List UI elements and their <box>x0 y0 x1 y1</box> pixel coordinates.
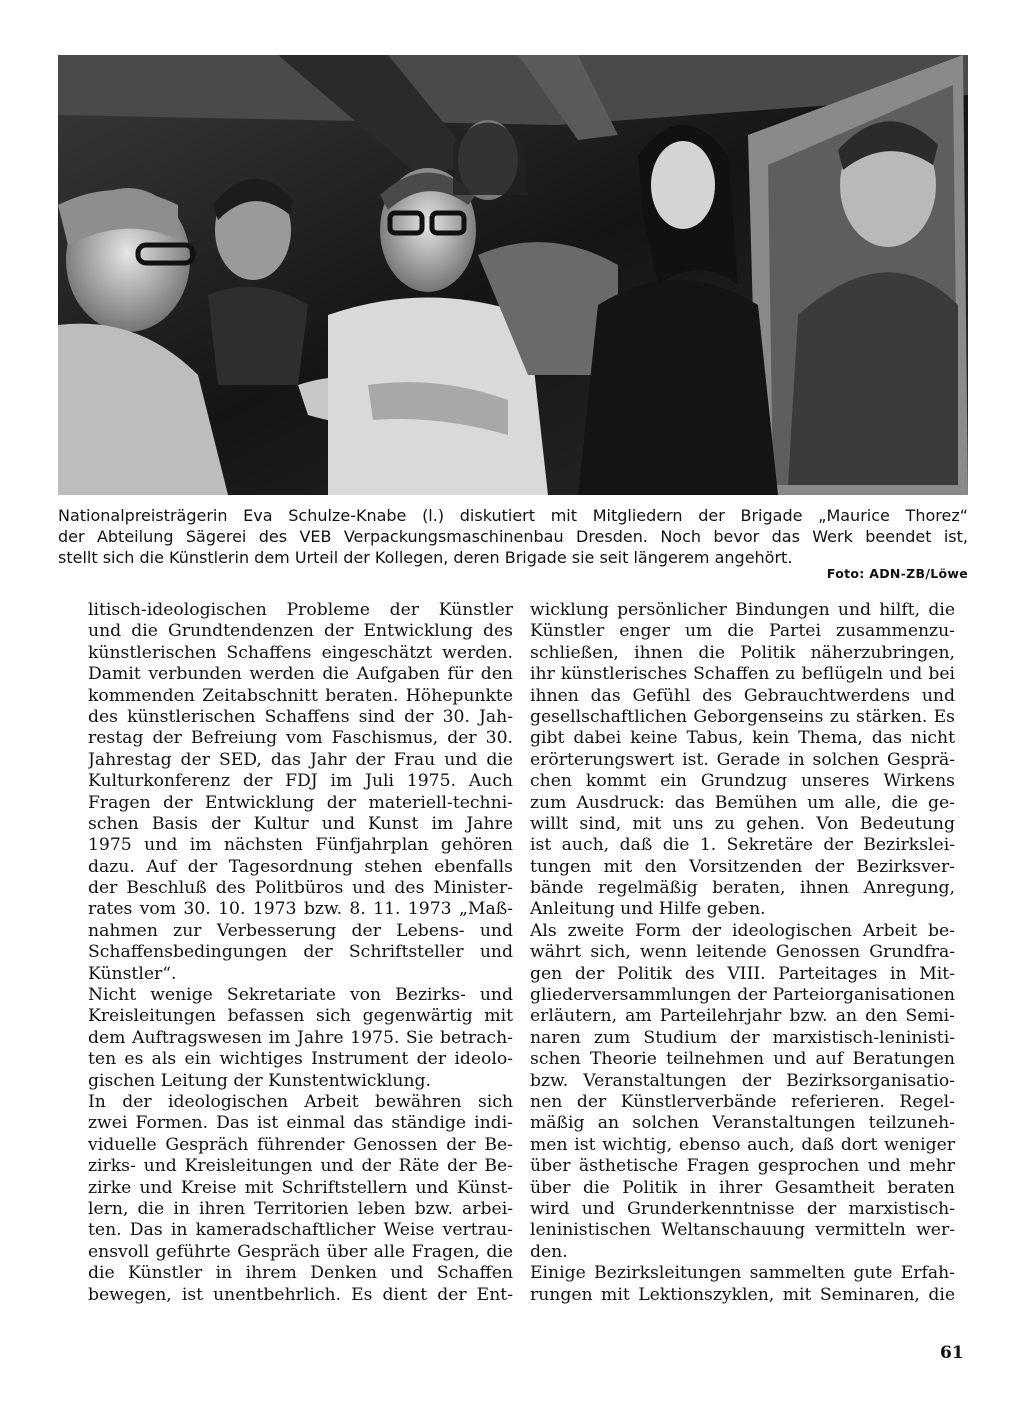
text-line: lern, die in ihren Territorien leben bzw. arbei- <box>88 1198 513 1219</box>
text-line: währt sich, wenn leitende Genossen Grundfra- <box>530 942 955 963</box>
text-line: Als zweite Form der ideologischen Arbeit be- <box>530 920 955 941</box>
text-line: men ist wichtig, ebenso auch, daß dort weniger <box>530 1134 955 1155</box>
text-line: künstlerischen Schaffens eingeschätzt werden. <box>88 642 513 663</box>
text-line: mäßig an solchen Veranstaltungen teilzuneh- <box>530 1113 955 1134</box>
text-line: ihr künstlerisches Schaffen zu beflügeln und bei <box>530 664 955 685</box>
photo-caption <box>58 505 968 568</box>
text-line: gibt dabei keine Tabus, kein Thema, das nicht <box>530 728 955 749</box>
text-line: wird und Grunderkenntnisse der marxistisch- <box>530 1198 955 1219</box>
text-line: über die Politik in ihrer Gesamtheit beraten <box>530 1177 955 1198</box>
caption-line: stellt sich die Künstlerin dem Urteil der Kollegen, deren Brigade sie seit längerem angehört. <box>58 548 793 567</box>
text-line: erläutern, am Parteilehrjahr bzw. an den Semi- <box>530 1006 955 1027</box>
photograph-of-group-discussion-with-painting-icon <box>58 55 968 495</box>
text-line: ten es als ein wichtiges Instrument der ideolo- <box>88 1049 513 1070</box>
text-line: gliederversammlungen der Parteiorganisationen <box>530 985 955 1006</box>
text-line: gen der Politik des VIII. Parteitages in Mit- <box>530 963 955 984</box>
caption-line: der Abteilung Sägerei des VEB Verpackungsmaschinenbau Dresden. Noch bevor das Werk beendet ist, <box>58 527 968 546</box>
page-number: 61 <box>940 1343 964 1363</box>
text-line: erörterungswert ist. Gerade in solchen Gesprä- <box>530 749 955 770</box>
text-line: naren zum Studium der marxistisch-leninisti- <box>530 1027 955 1048</box>
text-line: bzw. Veranstaltungen der Bezirksorganisatio- <box>530 1070 955 1091</box>
text-line: restag der Befreiung vom Faschismus, der 30. <box>88 728 513 749</box>
text-line: Kreisleitungen befassen sich gegenwärtig mit <box>88 1006 513 1027</box>
text-line: Künstler“. <box>88 963 177 984</box>
text-line: Jahrestag der SED, das Jahr der Frau und die <box>88 749 513 770</box>
text-line: willt sind, mit uns zu gehen. Von Bedeutung <box>530 813 955 834</box>
text-line: leninistischen Weltanschauung vermitteln wer- <box>530 1220 955 1241</box>
text-line: des künstlerischen Schaffens sind der 30. Jah- <box>88 706 513 727</box>
text-line: den. <box>530 1241 568 1262</box>
text-line: nen der Künstlerverbände referieren. Regel- <box>530 1091 955 1112</box>
text-line: zirke und Kreise mit Schriftstellern und Künst- <box>88 1177 513 1198</box>
text-line: Fragen der Entwicklung der materiell-techni- <box>88 792 513 813</box>
text-line: ten. Das in kameradschaftlicher Weise vertrau- <box>88 1220 513 1241</box>
text-line: der Beschluß des Politbüros und des Minister- <box>88 878 513 899</box>
text-line: gesellschaftlichen Geborgenseins zu stärken. Es <box>530 706 955 727</box>
text-line: tungen mit den Vorsitzenden der Bezirksver- <box>530 856 955 877</box>
text-line: Nicht wenige Sekretariate von Bezirks- und <box>88 985 513 1006</box>
text-line: Einige Bezirksleitungen sammelten gute Erfah- <box>530 1263 955 1284</box>
text-line: dazu. Auf der Tagesordnung stehen ebenfalls <box>88 856 513 877</box>
text-line: kommenden Zeitabschnitt beraten. Höhepunkte <box>88 685 513 706</box>
text-line: bände regelmäßig beraten, ihnen Anregung, <box>530 878 955 899</box>
text-line: Schaffensbedingungen der Schriftsteller und <box>88 942 513 963</box>
text-line: ihnen das Gefühl des Gebrauchtwerdens und <box>530 685 955 706</box>
text-line: ist auch, daß die 1. Sekretäre der Bezirkslei- <box>530 835 955 856</box>
text-line: dem Auftragswesen im Jahre 1975. Sie betrach- <box>88 1027 513 1048</box>
text-line: rates vom 30. 10. 1973 bzw. 8. 11. 1973 „Maß- <box>88 899 513 920</box>
text-line: chen kommt ein Grundzug unseres Wirkens <box>530 771 955 792</box>
text-line: gischen Leitung der Kunstentwicklung. <box>88 1070 431 1091</box>
text-line: Künstler enger um die Partei zusammenzu- <box>530 621 955 642</box>
text-line: In der ideologischen Arbeit bewähren sich <box>88 1091 513 1112</box>
text-line: rungen mit Lektionszyklen, mit Seminaren, die <box>530 1284 955 1305</box>
text-column-left <box>88 600 513 1306</box>
text-line: 1975 und im nächsten Fünfjahrplan gehören <box>88 835 513 856</box>
text-line: zwei Formen. Das ist einmal das ständige indi- <box>88 1113 513 1134</box>
text-line: Anleitung und Hilfe geben. <box>530 899 766 920</box>
text-line: schen Basis der Kultur und Kunst im Jahre <box>88 813 513 834</box>
text-line: litisch-ideologischen Probleme der Künstler <box>88 600 513 620</box>
text-line: schen Theorie teilnehmen und auf Beratungen <box>530 1049 955 1070</box>
text-line: ensvoll geführte Gespräch über alle Fragen, die <box>88 1241 513 1262</box>
text-line: die Künstler in ihrem Denken und Schaffen <box>88 1263 513 1284</box>
photo-credit: Foto: ADN-ZB/Löwe <box>826 566 968 581</box>
text-line: zirks- und Kreisleitungen und der Räte der Be- <box>88 1156 513 1177</box>
text-line: schließen, ihnen die Politik näherzubringen, <box>530 642 955 663</box>
text-line: zum Ausdruck: das Bemühen um alle, die ge- <box>530 792 955 813</box>
text-line: nahmen zur Verbesserung der Lebens- und <box>88 920 513 941</box>
text-line: und die Grundtendenzen der Entwicklung des <box>88 621 513 642</box>
text-line: viduelle Gespräch führender Genossen der Be- <box>88 1134 513 1155</box>
photograph <box>58 55 968 495</box>
text-column-right <box>530 600 955 1306</box>
text-line: Kulturkonferenz der FDJ im Juli 1975. Auch <box>88 771 513 792</box>
text-line: über ästhetische Fragen gesprochen und mehr <box>530 1156 955 1177</box>
text-line: wicklung persönlicher Bindungen und hilft, die <box>530 600 955 620</box>
text-line: bewegen, ist unentbehrlich. Es dient der Ent- <box>88 1284 513 1305</box>
text-line: Damit verbunden werden die Aufgaben für den <box>88 664 513 685</box>
caption-line: Nationalpreisträgerin Eva Schulze-Knabe (l.) diskutiert mit Mitgliedern der Brigade „Maurice Thorez“ <box>58 506 968 525</box>
